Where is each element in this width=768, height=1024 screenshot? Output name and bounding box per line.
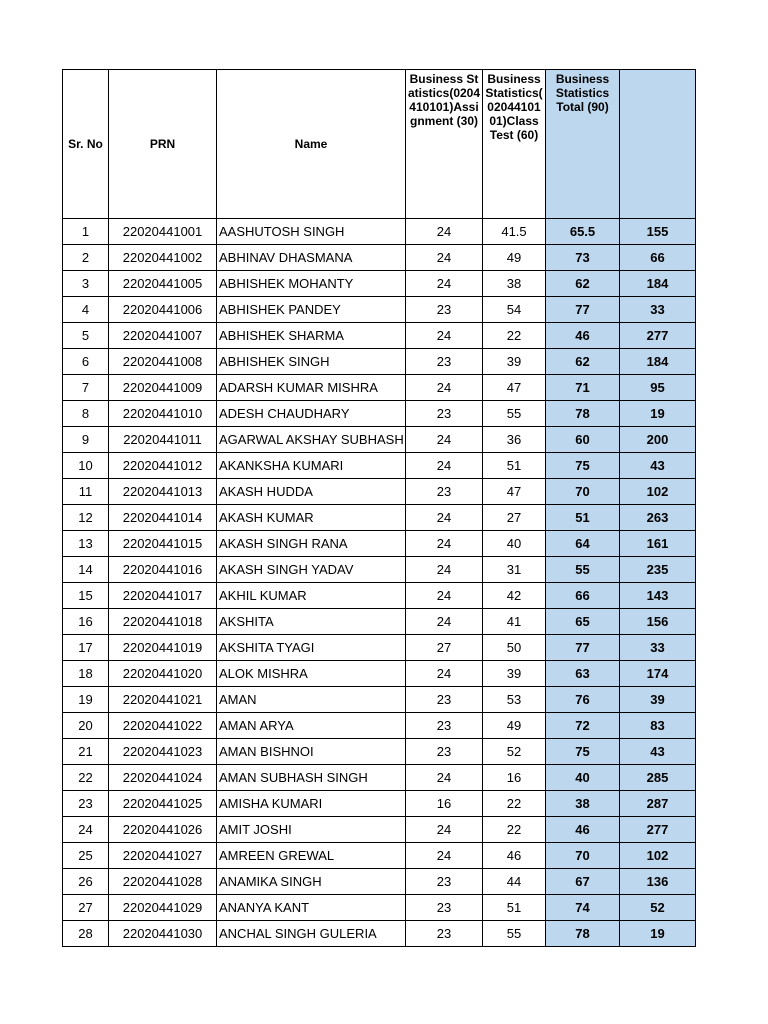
- cell-class-test: 31: [483, 557, 546, 583]
- cell-total: 65: [546, 609, 620, 635]
- cell-sr-no: 19: [63, 687, 109, 713]
- cell-rank: 285: [620, 765, 696, 791]
- cell-rank: 200: [620, 427, 696, 453]
- cell-total: 75: [546, 453, 620, 479]
- cell-name: AKASH KUMAR: [217, 505, 406, 531]
- cell-prn: 22020441011: [109, 427, 217, 453]
- cell-assignment: 24: [406, 661, 483, 687]
- cell-assignment: 23: [406, 349, 483, 375]
- cell-total: 73: [546, 245, 620, 271]
- cell-rank: 277: [620, 817, 696, 843]
- cell-class-test: 53: [483, 687, 546, 713]
- cell-prn: 22020441026: [109, 817, 217, 843]
- header-class-test: [483, 70, 546, 219]
- cell-sr-no: 12: [63, 505, 109, 531]
- cell-assignment: 24: [406, 817, 483, 843]
- cell-class-test: 41.5: [483, 219, 546, 245]
- cell-prn: 22020441024: [109, 765, 217, 791]
- cell-prn: 22020441020: [109, 661, 217, 687]
- cell-assignment: 23: [406, 401, 483, 427]
- table-row: [63, 843, 696, 869]
- cell-assignment: 24: [406, 505, 483, 531]
- cell-total: 46: [546, 323, 620, 349]
- table-row: [63, 921, 696, 947]
- table-row: [63, 895, 696, 921]
- cell-name: AKASH HUDDA: [217, 479, 406, 505]
- cell-total: 75: [546, 739, 620, 765]
- header-sr-no: Sr. No: [63, 70, 109, 219]
- cell-sr-no: 10: [63, 453, 109, 479]
- cell-class-test: 49: [483, 245, 546, 271]
- cell-name: AMISHA KUMARI: [217, 791, 406, 817]
- cell-total: 63: [546, 661, 620, 687]
- marks-table: [62, 69, 696, 947]
- cell-class-test: 50: [483, 635, 546, 661]
- cell-prn: 22020441023: [109, 739, 217, 765]
- cell-name: AMAN BISHNOI: [217, 739, 406, 765]
- header-total-label: Business Statistics Total (90): [555, 72, 610, 114]
- table-row: [63, 869, 696, 895]
- table-row: [63, 505, 696, 531]
- cell-total: 78: [546, 401, 620, 427]
- table-row: [63, 739, 696, 765]
- cell-prn: 22020441030: [109, 921, 217, 947]
- cell-class-test: 39: [483, 349, 546, 375]
- cell-rank: 155: [620, 219, 696, 245]
- table-row: [63, 401, 696, 427]
- cell-total: 77: [546, 635, 620, 661]
- cell-sr-no: 9: [63, 427, 109, 453]
- cell-sr-no: 4: [63, 297, 109, 323]
- cell-name: AKHIL KUMAR: [217, 583, 406, 609]
- cell-rank: 52: [620, 895, 696, 921]
- cell-sr-no: 7: [63, 375, 109, 401]
- cell-prn: 22020441008: [109, 349, 217, 375]
- cell-class-test: 41: [483, 609, 546, 635]
- cell-sr-no: 13: [63, 531, 109, 557]
- header-name: Name: [217, 70, 406, 219]
- cell-total: 74: [546, 895, 620, 921]
- header-prn: PRN: [109, 70, 217, 219]
- cell-total: 76: [546, 687, 620, 713]
- cell-assignment: 16: [406, 791, 483, 817]
- cell-prn: 22020441022: [109, 713, 217, 739]
- cell-sr-no: 1: [63, 219, 109, 245]
- cell-name: ANAMIKA SINGH: [217, 869, 406, 895]
- cell-sr-no: 8: [63, 401, 109, 427]
- cell-assignment: 24: [406, 453, 483, 479]
- cell-rank: 277: [620, 323, 696, 349]
- cell-assignment: 24: [406, 219, 483, 245]
- cell-prn: 22020441017: [109, 583, 217, 609]
- table-row: [63, 687, 696, 713]
- cell-class-test: 36: [483, 427, 546, 453]
- cell-name: ANANYA KANT: [217, 895, 406, 921]
- cell-rank: 287: [620, 791, 696, 817]
- cell-class-test: 55: [483, 401, 546, 427]
- cell-name: ABHISHEK PANDEY: [217, 297, 406, 323]
- cell-prn: 22020441018: [109, 609, 217, 635]
- cell-name: ABHISHEK SINGH: [217, 349, 406, 375]
- cell-rank: 136: [620, 869, 696, 895]
- cell-name: AKSHITA TYAGI: [217, 635, 406, 661]
- cell-prn: 22020441029: [109, 895, 217, 921]
- table-row: [63, 219, 696, 245]
- cell-assignment: 27: [406, 635, 483, 661]
- cell-total: 46: [546, 817, 620, 843]
- cell-class-test: 54: [483, 297, 546, 323]
- cell-prn: 22020441012: [109, 453, 217, 479]
- cell-name: AASHUTOSH SINGH: [217, 219, 406, 245]
- cell-total: 55: [546, 557, 620, 583]
- table-row: [63, 323, 696, 349]
- table-body: [63, 219, 696, 947]
- cell-sr-no: 27: [63, 895, 109, 921]
- cell-class-test: 22: [483, 817, 546, 843]
- table-row: [63, 635, 696, 661]
- cell-rank: 143: [620, 583, 696, 609]
- cell-class-test: 55: [483, 921, 546, 947]
- cell-assignment: 24: [406, 843, 483, 869]
- cell-total: 66: [546, 583, 620, 609]
- cell-prn: 22020441002: [109, 245, 217, 271]
- cell-class-test: 40: [483, 531, 546, 557]
- cell-sr-no: 6: [63, 349, 109, 375]
- cell-assignment: 24: [406, 271, 483, 297]
- cell-assignment: 24: [406, 375, 483, 401]
- table-row: [63, 453, 696, 479]
- table-row: [63, 479, 696, 505]
- cell-rank: 33: [620, 297, 696, 323]
- cell-class-test: 49: [483, 713, 546, 739]
- header-class-test-label: Business Statistics( 0204410101)Class Test (60): [485, 72, 543, 142]
- cell-prn: 22020441009: [109, 375, 217, 401]
- cell-prn: 22020441016: [109, 557, 217, 583]
- header-row: [63, 70, 696, 219]
- cell-sr-no: 3: [63, 271, 109, 297]
- cell-prn: 22020441021: [109, 687, 217, 713]
- cell-sr-no: 5: [63, 323, 109, 349]
- cell-assignment: 23: [406, 739, 483, 765]
- table-row: [63, 245, 696, 271]
- cell-rank: 83: [620, 713, 696, 739]
- cell-total: 51: [546, 505, 620, 531]
- table-row: [63, 557, 696, 583]
- cell-total: 60: [546, 427, 620, 453]
- cell-prn: 22020441014: [109, 505, 217, 531]
- table-row: [63, 583, 696, 609]
- cell-rank: 43: [620, 739, 696, 765]
- cell-rank: 43: [620, 453, 696, 479]
- cell-assignment: 23: [406, 479, 483, 505]
- cell-total: 72: [546, 713, 620, 739]
- table-row: [63, 661, 696, 687]
- cell-class-test: 27: [483, 505, 546, 531]
- cell-class-test: 51: [483, 453, 546, 479]
- cell-total: 38: [546, 791, 620, 817]
- cell-sr-no: 17: [63, 635, 109, 661]
- cell-prn: 22020441027: [109, 843, 217, 869]
- cell-assignment: 23: [406, 297, 483, 323]
- cell-class-test: 42: [483, 583, 546, 609]
- cell-assignment: 23: [406, 921, 483, 947]
- cell-class-test: 16: [483, 765, 546, 791]
- cell-rank: 102: [620, 843, 696, 869]
- cell-assignment: 24: [406, 583, 483, 609]
- cell-assignment: 24: [406, 765, 483, 791]
- cell-rank: 66: [620, 245, 696, 271]
- cell-class-test: 22: [483, 791, 546, 817]
- cell-rank: 102: [620, 479, 696, 505]
- cell-sr-no: 23: [63, 791, 109, 817]
- cell-prn: 22020441001: [109, 219, 217, 245]
- header-assignment-label: Business Statistics(0204410101)Assignment (30): [407, 72, 481, 128]
- cell-rank: 184: [620, 349, 696, 375]
- cell-rank: 184: [620, 271, 696, 297]
- cell-class-test: 52: [483, 739, 546, 765]
- table-row: [63, 531, 696, 557]
- cell-rank: 95: [620, 375, 696, 401]
- cell-rank: 33: [620, 635, 696, 661]
- cell-sr-no: 22: [63, 765, 109, 791]
- cell-name: AMIT JOSHI: [217, 817, 406, 843]
- cell-assignment: 24: [406, 427, 483, 453]
- cell-rank: 19: [620, 921, 696, 947]
- cell-class-test: 47: [483, 375, 546, 401]
- cell-total: 70: [546, 479, 620, 505]
- table-row: [63, 375, 696, 401]
- table-row: [63, 427, 696, 453]
- cell-name: AMAN ARYA: [217, 713, 406, 739]
- cell-sr-no: 26: [63, 869, 109, 895]
- cell-name: ADESH CHAUDHARY: [217, 401, 406, 427]
- table-row: [63, 765, 696, 791]
- cell-assignment: 24: [406, 557, 483, 583]
- cell-class-test: 22: [483, 323, 546, 349]
- cell-rank: 156: [620, 609, 696, 635]
- table-row: [63, 349, 696, 375]
- cell-prn: 22020441015: [109, 531, 217, 557]
- table-row: [63, 791, 696, 817]
- header-rank: [620, 70, 696, 219]
- cell-name: ABHISHEK MOHANTY: [217, 271, 406, 297]
- cell-total: 62: [546, 349, 620, 375]
- cell-sr-no: 21: [63, 739, 109, 765]
- cell-assignment: 24: [406, 245, 483, 271]
- cell-total: 77: [546, 297, 620, 323]
- cell-name: AKASH SINGH RANA: [217, 531, 406, 557]
- cell-sr-no: 25: [63, 843, 109, 869]
- cell-assignment: 23: [406, 713, 483, 739]
- cell-prn: 22020441006: [109, 297, 217, 323]
- table-row: [63, 297, 696, 323]
- cell-total: 62: [546, 271, 620, 297]
- cell-total: 71: [546, 375, 620, 401]
- cell-assignment: 23: [406, 687, 483, 713]
- cell-sr-no: 28: [63, 921, 109, 947]
- cell-assignment: 24: [406, 609, 483, 635]
- cell-assignment: 23: [406, 869, 483, 895]
- cell-prn: 22020441028: [109, 869, 217, 895]
- table-row: [63, 609, 696, 635]
- cell-total: 67: [546, 869, 620, 895]
- cell-total: 64: [546, 531, 620, 557]
- cell-class-test: 51: [483, 895, 546, 921]
- cell-sr-no: 18: [63, 661, 109, 687]
- cell-name: ABHISHEK SHARMA: [217, 323, 406, 349]
- cell-sr-no: 16: [63, 609, 109, 635]
- cell-rank: 39: [620, 687, 696, 713]
- cell-name: AMAN SUBHASH SINGH: [217, 765, 406, 791]
- cell-sr-no: 15: [63, 583, 109, 609]
- cell-name: AGARWAL AKSHAY SUBHASH: [217, 427, 406, 453]
- cell-prn: 22020441019: [109, 635, 217, 661]
- cell-prn: 22020441005: [109, 271, 217, 297]
- cell-rank: 19: [620, 401, 696, 427]
- cell-total: 70: [546, 843, 620, 869]
- cell-prn: 22020441007: [109, 323, 217, 349]
- cell-sr-no: 11: [63, 479, 109, 505]
- table-row: [63, 271, 696, 297]
- cell-assignment: 23: [406, 895, 483, 921]
- cell-class-test: 44: [483, 869, 546, 895]
- cell-class-test: 38: [483, 271, 546, 297]
- cell-name: AMREEN GREWAL: [217, 843, 406, 869]
- cell-total: 78: [546, 921, 620, 947]
- cell-name: AKSHITA: [217, 609, 406, 635]
- cell-name: AKASH SINGH YADAV: [217, 557, 406, 583]
- cell-sr-no: 2: [63, 245, 109, 271]
- cell-assignment: 24: [406, 531, 483, 557]
- cell-class-test: 39: [483, 661, 546, 687]
- cell-name: ALOK MISHRA: [217, 661, 406, 687]
- cell-rank: 161: [620, 531, 696, 557]
- cell-prn: 22020441010: [109, 401, 217, 427]
- cell-rank: 235: [620, 557, 696, 583]
- cell-total: 40: [546, 765, 620, 791]
- table-row: [63, 817, 696, 843]
- cell-name: AKANKSHA KUMARI: [217, 453, 406, 479]
- cell-total: 65.5: [546, 219, 620, 245]
- header-assignment: [406, 70, 483, 219]
- cell-sr-no: 14: [63, 557, 109, 583]
- cell-class-test: 47: [483, 479, 546, 505]
- cell-class-test: 46: [483, 843, 546, 869]
- cell-prn: 22020441013: [109, 479, 217, 505]
- cell-rank: 263: [620, 505, 696, 531]
- cell-name: ABHINAV DHASMANA: [217, 245, 406, 271]
- cell-sr-no: 24: [63, 817, 109, 843]
- cell-rank: 174: [620, 661, 696, 687]
- table-row: [63, 713, 696, 739]
- cell-prn: 22020441025: [109, 791, 217, 817]
- cell-name: ADARSH KUMAR MISHRA: [217, 375, 406, 401]
- cell-name: ANCHAL SINGH GULERIA: [217, 921, 406, 947]
- cell-assignment: 24: [406, 323, 483, 349]
- header-total: [546, 70, 620, 219]
- cell-sr-no: 20: [63, 713, 109, 739]
- cell-name: AMAN: [217, 687, 406, 713]
